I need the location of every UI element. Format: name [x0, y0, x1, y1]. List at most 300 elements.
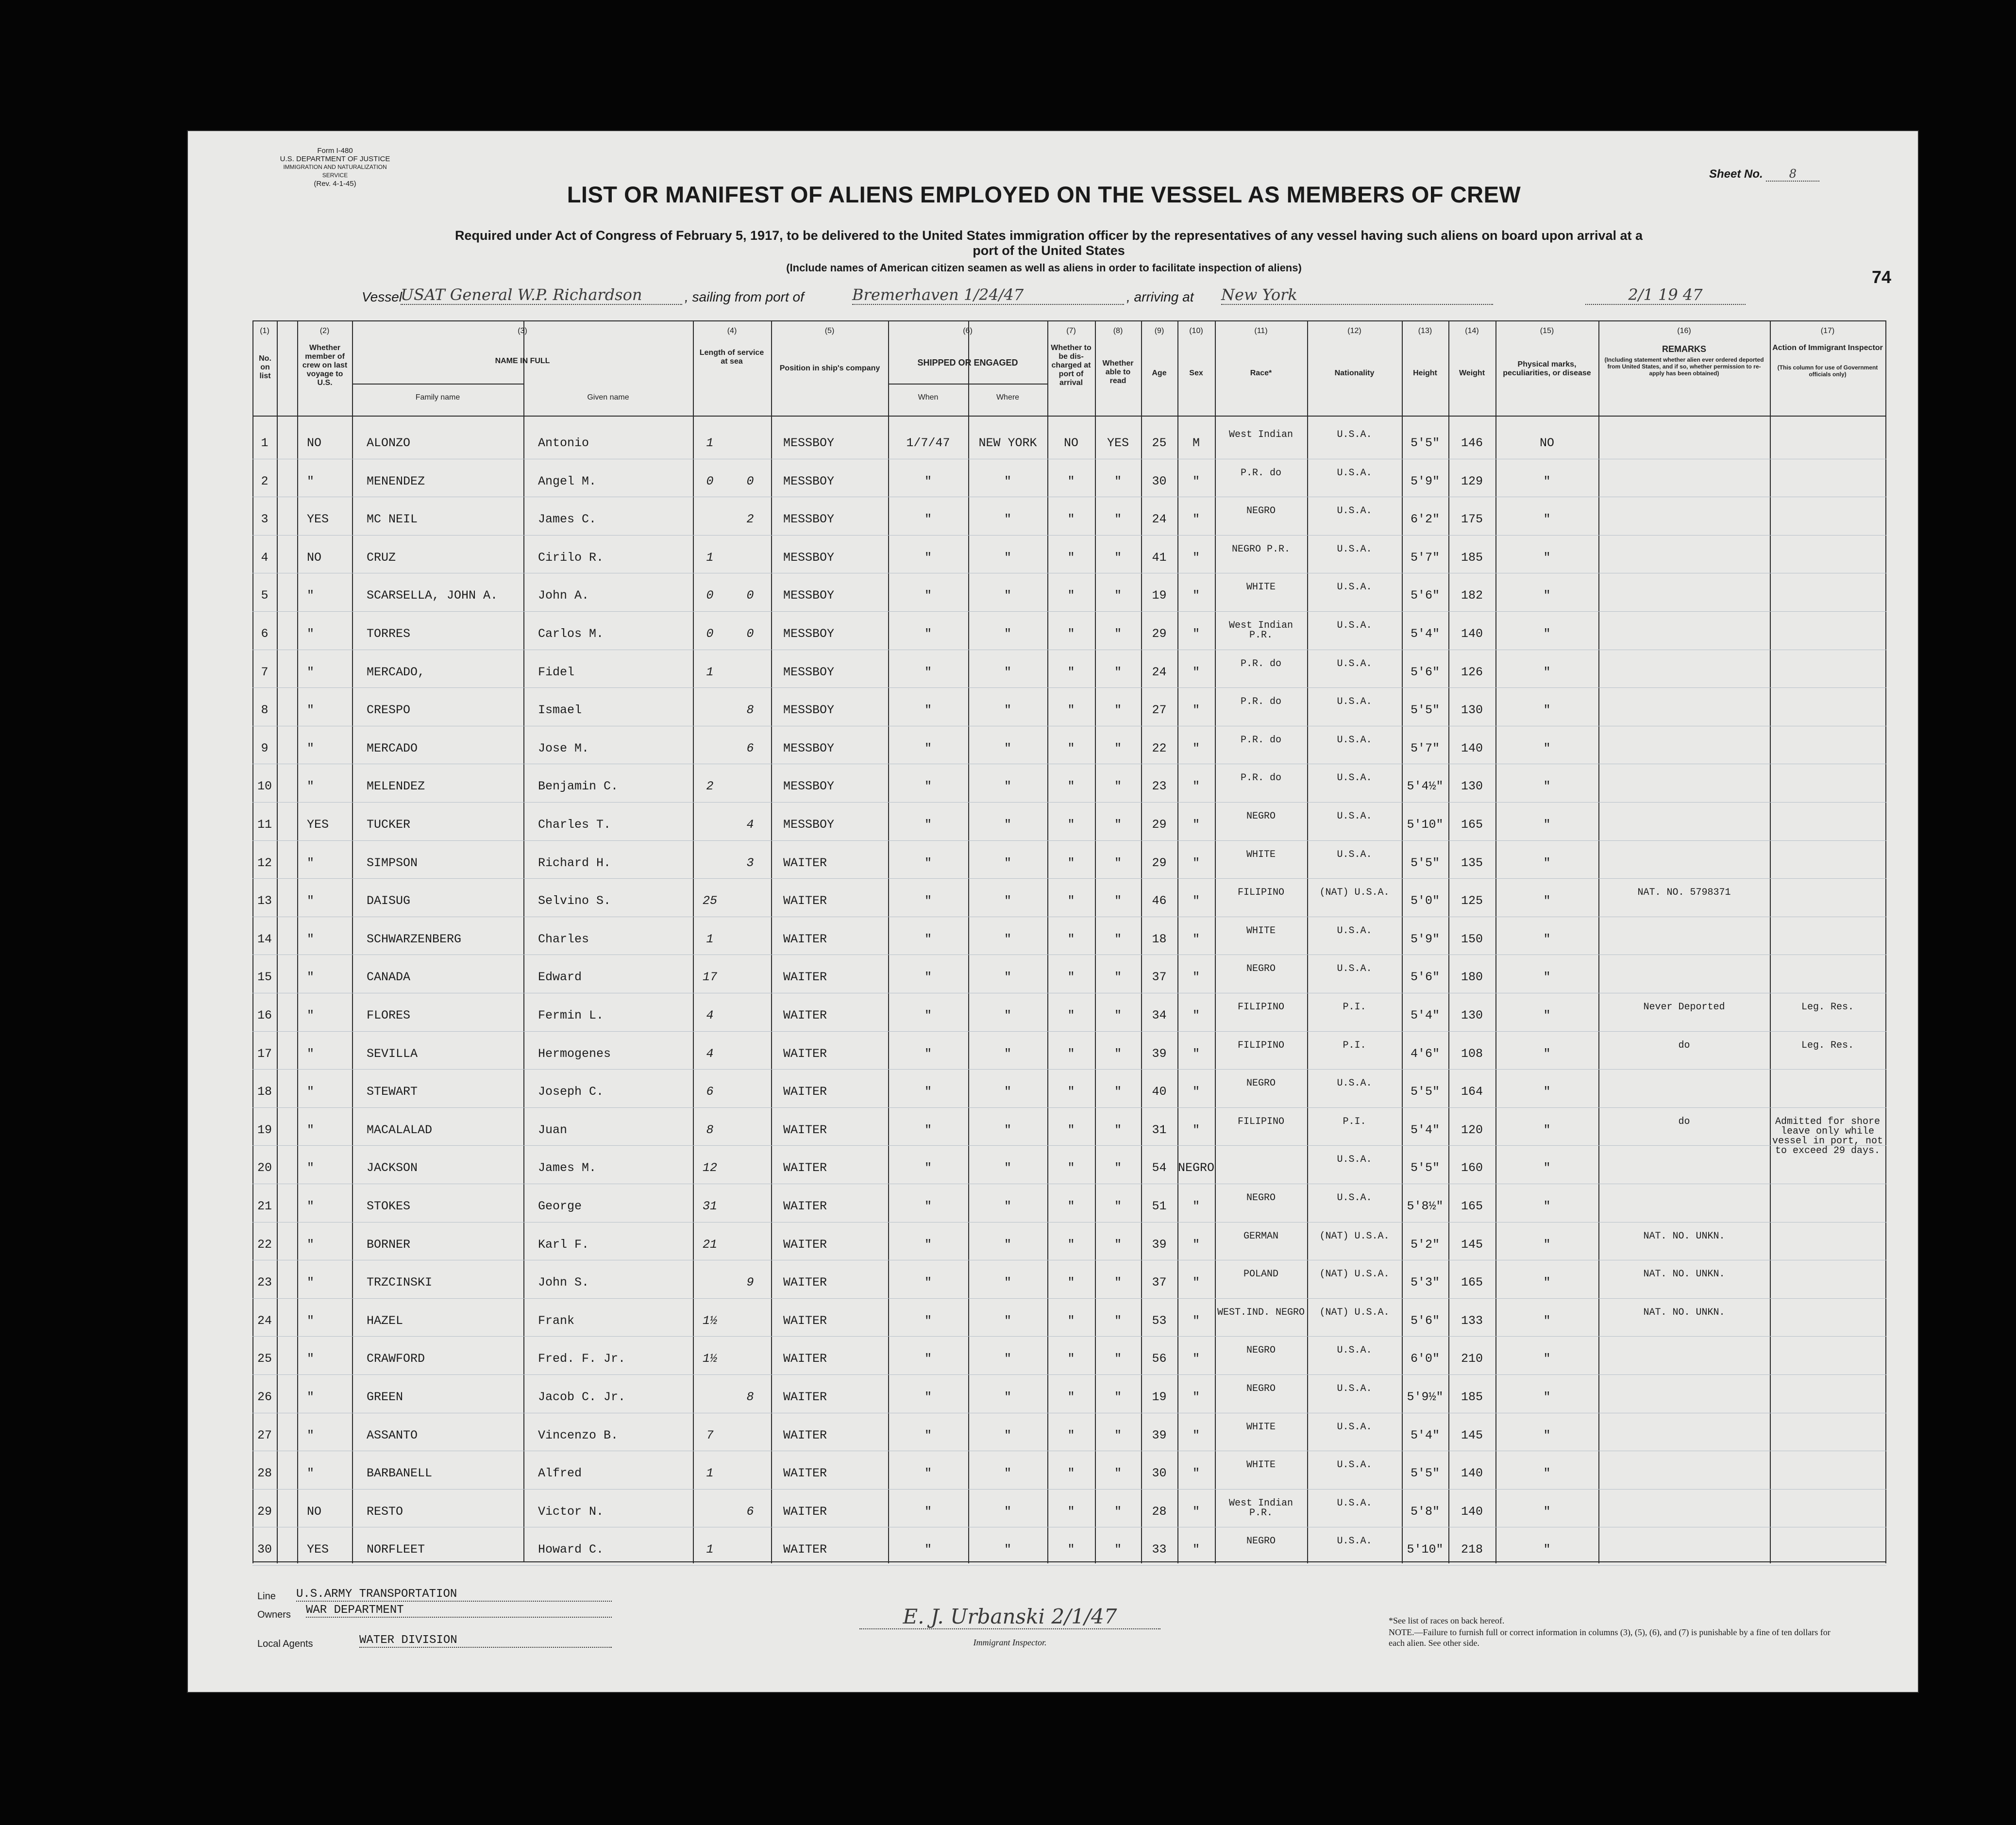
- cell-discharged: ": [1067, 588, 1075, 603]
- cell-position: WAITER: [783, 1542, 827, 1557]
- cell-family-name: CANADA: [367, 970, 411, 985]
- cell-age: 39: [1152, 1428, 1167, 1442]
- vessel-name: USAT General W.P. Richardson: [401, 285, 682, 305]
- cell-no: 29: [257, 1504, 272, 1519]
- cell-physical-marks: ": [1543, 1542, 1551, 1557]
- cell-weight: 108: [1461, 1046, 1483, 1061]
- header-sex: Sex: [1189, 369, 1203, 377]
- table-row: [252, 1064, 1886, 1103]
- cell-given-name: Juan: [538, 1122, 568, 1137]
- col-number: (10): [1189, 327, 1203, 335]
- note-label: NOTE.: [1389, 1627, 1414, 1637]
- cell-last-voyage: NO: [307, 550, 322, 565]
- cell-when: ": [924, 1275, 932, 1290]
- cell-discharged: ": [1067, 1237, 1075, 1252]
- cell-where: ": [1004, 818, 1011, 832]
- cell-given-name: John A.: [538, 588, 589, 603]
- cell-no: 25: [257, 1352, 272, 1366]
- header-shipped-engaged: SHIPPED OR ENGAGED: [917, 358, 1018, 368]
- cell-no: 30: [257, 1542, 272, 1557]
- cell-when: ": [924, 1352, 932, 1366]
- cell-discharged: ": [1067, 1199, 1075, 1213]
- cell-when: ": [924, 1504, 932, 1519]
- cell-years: 1: [706, 932, 714, 946]
- cell-sex: M: [1192, 436, 1200, 450]
- cell-nationality: U.S.A.: [1337, 1459, 1372, 1471]
- cell-nationality: (NAT) U.S.A.: [1319, 887, 1390, 899]
- cell-given-name: Selvino S.: [538, 894, 611, 908]
- cell-weight: 130: [1461, 779, 1483, 794]
- table-row: [252, 606, 1886, 645]
- cell-months: 9: [746, 1275, 754, 1290]
- cell-years: 1: [706, 550, 714, 565]
- cell-no: 6: [261, 627, 269, 641]
- inspector-signature: E. J. Urbanski 2/1/47: [859, 1605, 1160, 1629]
- cell-race: WEST.IND. NEGRO: [1217, 1306, 1305, 1318]
- cell-where: ": [1004, 1122, 1011, 1137]
- cell-where: ": [1004, 474, 1011, 488]
- cell-months: 0: [746, 588, 754, 603]
- cell-sex: ": [1192, 1542, 1200, 1557]
- penalty-note: [1389, 1627, 1835, 1648]
- cell-sex: ": [1192, 970, 1200, 985]
- cell-weight: 150: [1461, 932, 1483, 946]
- cell-when: ": [924, 1466, 932, 1481]
- cell-last-voyage: ": [307, 970, 315, 985]
- cell-position: WAITER: [783, 1161, 827, 1175]
- cell-able-read: ": [1114, 1390, 1122, 1404]
- cell-nationality: P.I.: [1343, 1116, 1366, 1127]
- cell-last-voyage: ": [307, 1046, 315, 1061]
- col-number: (12): [1347, 327, 1361, 335]
- cell-able-read: ": [1114, 627, 1122, 641]
- col-number: (16): [1677, 327, 1691, 335]
- cell-no: 17: [257, 1046, 272, 1061]
- inspector-label: Immigrant Inspector.: [973, 1638, 1047, 1647]
- col-number: (4): [727, 327, 737, 335]
- cell-sex: ": [1192, 1199, 1200, 1213]
- cell-family-name: TUCKER: [367, 818, 411, 832]
- cell-family-name: MC NEIL: [367, 512, 418, 527]
- cell-sex: ": [1192, 1008, 1200, 1022]
- cell-when: ": [924, 1161, 932, 1175]
- cell-years: 1: [706, 1542, 714, 1557]
- cell-age: 30: [1152, 474, 1167, 488]
- cell-physical-marks: ": [1543, 627, 1551, 641]
- cell-where: ": [1004, 741, 1011, 755]
- cell-last-voyage: YES: [307, 512, 329, 527]
- cell-when: ": [924, 703, 932, 718]
- cell-last-voyage: ": [307, 1390, 315, 1404]
- cell-last-voyage: ": [307, 1352, 315, 1366]
- header-discharged: Whether to be dis-charged at port of arrival: [1051, 344, 1092, 387]
- cell-given-name: Charles: [538, 932, 589, 946]
- cell-when: ": [924, 512, 932, 527]
- header-inspector-note: (This column for use of Government officials only): [1777, 364, 1878, 378]
- cell-where: ": [1004, 1161, 1011, 1175]
- cell-family-name: MERCADO,: [367, 665, 425, 679]
- cell-family-name: CRAWFORD: [367, 1352, 425, 1366]
- cell-last-voyage: ": [307, 627, 315, 641]
- col-number: (9): [1154, 327, 1164, 335]
- cell-when: ": [924, 550, 932, 565]
- cell-weight: 165: [1461, 1199, 1483, 1213]
- footer: [257, 1585, 1884, 1673]
- table-row: [252, 912, 1886, 950]
- cell-no: 26: [257, 1390, 272, 1404]
- cell-years: 4: [706, 1008, 714, 1022]
- cell-family-name: STOKES: [367, 1199, 411, 1213]
- arrival-date: 2/1 19 47: [1585, 285, 1746, 305]
- cell-physical-marks: ": [1543, 1275, 1551, 1290]
- cell-sex: ": [1192, 474, 1200, 488]
- cell-years: 2: [706, 779, 714, 794]
- cell-nationality: U.S.A.: [1337, 505, 1372, 517]
- cell-family-name: MACALALAD: [367, 1122, 433, 1137]
- cell-age: 30: [1152, 1466, 1167, 1481]
- departure-port: Bremerhaven 1/24/47: [852, 285, 1124, 305]
- cell-family-name: SEVILLA: [367, 1046, 418, 1061]
- cell-physical-marks: ": [1543, 1428, 1551, 1442]
- cell-physical-marks: ": [1543, 1466, 1551, 1481]
- cell-race: West Indian: [1228, 429, 1294, 440]
- cell-physical-marks: ": [1543, 550, 1551, 565]
- cell-sex: ": [1192, 741, 1200, 755]
- cell-able-read: ": [1114, 1542, 1122, 1557]
- cell-nationality: P.I.: [1343, 1002, 1366, 1013]
- cell-position: MESSBOY: [783, 627, 835, 641]
- cell-physical-marks: NO: [1539, 436, 1554, 450]
- col-number: (7): [1066, 327, 1076, 335]
- cell-discharged: ": [1067, 1275, 1075, 1290]
- cell-weight: 185: [1461, 1390, 1483, 1404]
- cell-nationality: U.S.A.: [1337, 543, 1372, 555]
- cell-family-name: ALONZO: [367, 436, 411, 450]
- page-stamp: 74: [1872, 267, 1892, 287]
- cell-remarks: do: [1678, 1039, 1690, 1051]
- cell-weight: 180: [1461, 970, 1483, 985]
- col-number: (11): [1254, 327, 1268, 335]
- cell-age: 46: [1152, 894, 1167, 908]
- cell-race: West Indian P.R.: [1228, 620, 1294, 641]
- cell-physical-marks: ": [1543, 1008, 1551, 1022]
- cell-able-read: ": [1114, 1275, 1122, 1290]
- col-number: (17): [1820, 327, 1835, 335]
- cell-discharged: ": [1067, 1542, 1075, 1557]
- table-row: [252, 1331, 1886, 1370]
- table-row: [252, 836, 1886, 874]
- cell-no: 4: [261, 550, 269, 565]
- cell-nationality: U.S.A.: [1337, 963, 1372, 975]
- cell-last-voyage: ": [307, 932, 315, 946]
- cell-age: 23: [1152, 779, 1167, 794]
- cell-discharged: ": [1067, 1428, 1075, 1442]
- cell-discharged: ": [1067, 1085, 1075, 1099]
- cell-discharged: ": [1067, 1313, 1075, 1328]
- cell-position: MESSBOY: [783, 818, 835, 832]
- cell-weight: 145: [1461, 1428, 1483, 1442]
- cell-age: 51: [1152, 1199, 1167, 1213]
- cell-height: 5'6": [1410, 970, 1440, 985]
- cell-sex: ": [1192, 1313, 1200, 1328]
- cell-able-read: ": [1114, 512, 1122, 527]
- cell-able-read: YES: [1107, 436, 1129, 450]
- cell-years: 6: [706, 1085, 714, 1099]
- subtitle: [272, 228, 1826, 258]
- cell-position: WAITER: [783, 1390, 827, 1404]
- cell-nationality: U.S.A.: [1337, 772, 1372, 784]
- cell-months: 6: [746, 1504, 754, 1519]
- cell-no: 13: [257, 894, 272, 908]
- row-rule: [252, 1565, 1886, 1566]
- cell-remarks: NAT. NO. UNKN.: [1643, 1269, 1725, 1280]
- table-row: [252, 568, 1886, 606]
- cell-nationality: U.S.A.: [1337, 1078, 1372, 1089]
- cell-months: 0: [746, 627, 754, 641]
- cell-when: ": [924, 779, 932, 794]
- cell-height: 5'5": [1410, 703, 1440, 718]
- cell-sex: ": [1192, 627, 1200, 641]
- cell-family-name: MENENDEZ: [367, 474, 425, 488]
- cell-position: WAITER: [783, 894, 827, 908]
- header-where: Where: [996, 393, 1020, 402]
- cell-when: ": [924, 741, 932, 755]
- table-row: [252, 1179, 1886, 1217]
- cell-height: 5'4": [1410, 1008, 1440, 1022]
- cell-age: 24: [1152, 512, 1167, 527]
- cell-sex: ": [1192, 1237, 1200, 1252]
- cell-race: NEGRO: [1246, 1383, 1276, 1394]
- cell-height: 5'6": [1410, 588, 1440, 603]
- cell-position: WAITER: [783, 1085, 827, 1099]
- cell-discharged: NO: [1063, 436, 1078, 450]
- cell-last-voyage: ": [307, 1122, 315, 1137]
- cell-physical-marks: ": [1543, 855, 1551, 870]
- col-number: (1): [260, 327, 269, 335]
- cell-position: WAITER: [783, 1237, 827, 1252]
- cell-nationality: P.I.: [1343, 1039, 1366, 1051]
- cell-discharged: ": [1067, 1352, 1075, 1366]
- cell-when: ": [924, 665, 932, 679]
- cell-discharged: ": [1067, 1046, 1075, 1061]
- cell-able-read: ": [1114, 550, 1122, 565]
- cell-sex: ": [1192, 665, 1200, 679]
- cell-when: ": [924, 818, 932, 832]
- header-service-length: Length of service at sea: [699, 349, 764, 366]
- cell-when: ": [924, 1542, 932, 1557]
- cell-no: 19: [257, 1122, 272, 1137]
- cell-age: 19: [1152, 588, 1167, 603]
- header-weight: Weight: [1459, 369, 1485, 377]
- cell-physical-marks: ": [1543, 665, 1551, 679]
- cell-years: 0: [706, 627, 714, 641]
- cell-discharged: ": [1067, 1161, 1075, 1175]
- cell-no: 23: [257, 1275, 272, 1290]
- cell-physical-marks: ": [1543, 703, 1551, 718]
- cell-race: NEGRO: [1246, 505, 1276, 517]
- header-race: Race*: [1250, 369, 1272, 377]
- cell-months: 8: [746, 703, 754, 718]
- cell-age: 56: [1152, 1352, 1167, 1366]
- cell-given-name: Antonio: [538, 436, 589, 450]
- header-family-name: Family name: [415, 393, 460, 402]
- table-row: [252, 530, 1886, 569]
- cell-able-read: ": [1114, 818, 1122, 832]
- cell-family-name: FLORES: [367, 1008, 411, 1022]
- header-height: Height: [1413, 369, 1437, 377]
- cell-height: 5'10": [1407, 1542, 1444, 1557]
- cell-years: 1: [706, 665, 714, 679]
- col-number: (5): [824, 327, 835, 335]
- cell-remarks: NAT. NO. UNKN.: [1643, 1230, 1725, 1242]
- cell-where: ": [1004, 779, 1011, 794]
- table-row: [252, 454, 1886, 492]
- page-title: LIST OR MANIFEST OF ALIENS EMPLOYED ON THE VESSEL AS MEMBERS OF CREW: [567, 182, 1521, 207]
- cell-able-read: ": [1114, 1237, 1122, 1252]
- cell-physical-marks: ": [1543, 512, 1551, 527]
- cell-given-name: John S.: [538, 1275, 589, 1290]
- cell-race: FILIPINO: [1237, 887, 1284, 899]
- cell-position: WAITER: [783, 1466, 827, 1481]
- cell-physical-marks: ": [1543, 779, 1551, 794]
- cell-last-voyage: YES: [307, 1542, 329, 1557]
- cell-where: ": [1004, 855, 1011, 870]
- table-row: [252, 1446, 1886, 1484]
- cell-given-name: Howard C.: [538, 1542, 604, 1557]
- cell-age: 41: [1152, 550, 1167, 565]
- cell-last-voyage: ": [307, 1237, 315, 1252]
- cell-physical-marks: ": [1543, 1237, 1551, 1252]
- cell-height: 5'9": [1410, 932, 1440, 946]
- cell-when: ": [924, 1008, 932, 1022]
- cell-weight: 130: [1461, 1008, 1483, 1022]
- cell-remarks: do: [1678, 1116, 1690, 1127]
- cell-physical-marks: ": [1543, 588, 1551, 603]
- cell-nationality: U.S.A.: [1337, 658, 1372, 670]
- form-revision: (Rev. 4-1-45): [314, 180, 356, 188]
- cell-family-name: SIMPSON: [367, 855, 418, 870]
- cell-sex: ": [1192, 512, 1200, 527]
- agents-value: WATER DIVISION: [359, 1634, 612, 1648]
- cell-discharged: ": [1067, 1122, 1075, 1137]
- cell-age: 27: [1152, 703, 1167, 718]
- cell-given-name: Hermogenes: [538, 1046, 611, 1061]
- cell-sex: ": [1192, 1390, 1200, 1404]
- cell-race: POLAND: [1243, 1269, 1278, 1280]
- cell-weight: 130: [1461, 703, 1483, 718]
- cell-nationality: U.S.A.: [1337, 734, 1372, 746]
- cell-race: NEGRO P.R.: [1231, 543, 1291, 555]
- cell-sex: ": [1192, 1504, 1200, 1519]
- cell-last-voyage: YES: [307, 818, 329, 832]
- cell-race: FILIPINO: [1237, 1039, 1284, 1051]
- cell-height: 5'6": [1410, 1313, 1440, 1328]
- cell-height: 5'6": [1410, 665, 1440, 679]
- cell-nationality: U.S.A.: [1337, 1345, 1372, 1356]
- form-identifier: [277, 147, 393, 188]
- cell-race: P.R. do: [1240, 734, 1281, 746]
- cell-where: NEW YORK: [978, 436, 1037, 450]
- cell-where: ": [1004, 703, 1011, 718]
- cell-height: 5'5": [1410, 436, 1440, 450]
- sheet-label: Sheet No.: [1709, 167, 1763, 181]
- cell-given-name: Joseph C.: [538, 1085, 604, 1099]
- table-row: [252, 1408, 1886, 1446]
- cell-months: 3: [746, 855, 754, 870]
- cell-able-read: ": [1114, 779, 1122, 794]
- cell-years: 0: [706, 588, 714, 603]
- cell-no: 16: [257, 1008, 272, 1022]
- cell-family-name: DAISUG: [367, 894, 411, 908]
- cell-position: WAITER: [783, 1122, 827, 1137]
- cell-able-read: ": [1114, 474, 1122, 488]
- cell-nationality: U.S.A.: [1337, 582, 1372, 593]
- agents-label: Local Agents: [257, 1639, 313, 1649]
- cell-position: WAITER: [783, 1504, 827, 1519]
- cell-last-voyage: ": [307, 588, 315, 603]
- cell-race: WHITE: [1246, 582, 1276, 593]
- cell-physical-marks: ": [1543, 894, 1551, 908]
- cell-family-name: JACKSON: [367, 1161, 418, 1175]
- cell-weight: 145: [1461, 1237, 1483, 1252]
- cell-years: 7: [706, 1428, 714, 1442]
- cell-inspector-action: Leg. Res.: [1801, 1002, 1854, 1013]
- cell-race: NEGRO: [1246, 1192, 1276, 1204]
- cell-no: 9: [261, 741, 269, 755]
- crew-manifest-table: [252, 320, 1886, 1563]
- cell-nationality: U.S.A.: [1337, 1536, 1372, 1547]
- cell-family-name: MELENDEZ: [367, 779, 425, 794]
- cell-height: 5'4": [1410, 1428, 1440, 1442]
- cell-given-name: George: [538, 1199, 582, 1213]
- cell-position: MESSBOY: [783, 741, 835, 755]
- table-row: [252, 1484, 1886, 1523]
- arrival-port: New York: [1221, 285, 1493, 305]
- header-physical-marks: Physical marks, peculiarities, or disease: [1503, 360, 1591, 377]
- cell-weight: 133: [1461, 1313, 1483, 1328]
- table-row: [252, 492, 1886, 530]
- cell-race: FILIPINO: [1237, 1116, 1284, 1127]
- cell-weight: 218: [1461, 1542, 1483, 1557]
- cell-position: MESSBOY: [783, 550, 835, 565]
- cell-weight: 135: [1461, 855, 1483, 870]
- cell-remarks: NAT. NO. 5798371: [1637, 887, 1731, 899]
- table-row: [252, 759, 1886, 797]
- form-number: Form I-480: [317, 147, 353, 155]
- cell-nationality: U.S.A.: [1337, 1421, 1372, 1433]
- cell-last-voyage: ": [307, 894, 315, 908]
- cell-where: ": [1004, 1008, 1011, 1022]
- cell-race: GERMAN: [1243, 1230, 1278, 1242]
- cell-years: 4: [706, 1046, 714, 1061]
- cell-last-voyage: ": [307, 855, 315, 870]
- cell-nationality: U.S.A.: [1337, 696, 1372, 708]
- cell-last-voyage: ": [307, 703, 315, 718]
- cell-years: 1: [706, 436, 714, 450]
- cell-nationality: U.S.A.: [1337, 849, 1372, 860]
- header-position: Position in ship's company: [779, 364, 880, 372]
- cell-family-name: SCHWARZENBERG: [367, 932, 462, 946]
- vessel-line: [362, 285, 1867, 311]
- cell-able-read: ": [1114, 1046, 1122, 1061]
- cell-position: WAITER: [783, 970, 827, 985]
- cell-nationality: U.S.A.: [1337, 620, 1372, 631]
- subtitle-line-1: Required under Act of Congress of February 5, 1917, to be delivered to the United States immigration officer by the representatives of any vessel having such aliens on board upon arrival at a: [454, 228, 1643, 243]
- form-service: IMMIGRATION AND NATURALIZATION SERVICE: [283, 164, 387, 179]
- cell-no: 14: [257, 932, 272, 946]
- cell-family-name: TRZCINSKI: [367, 1275, 433, 1290]
- cell-physical-marks: ": [1543, 818, 1551, 832]
